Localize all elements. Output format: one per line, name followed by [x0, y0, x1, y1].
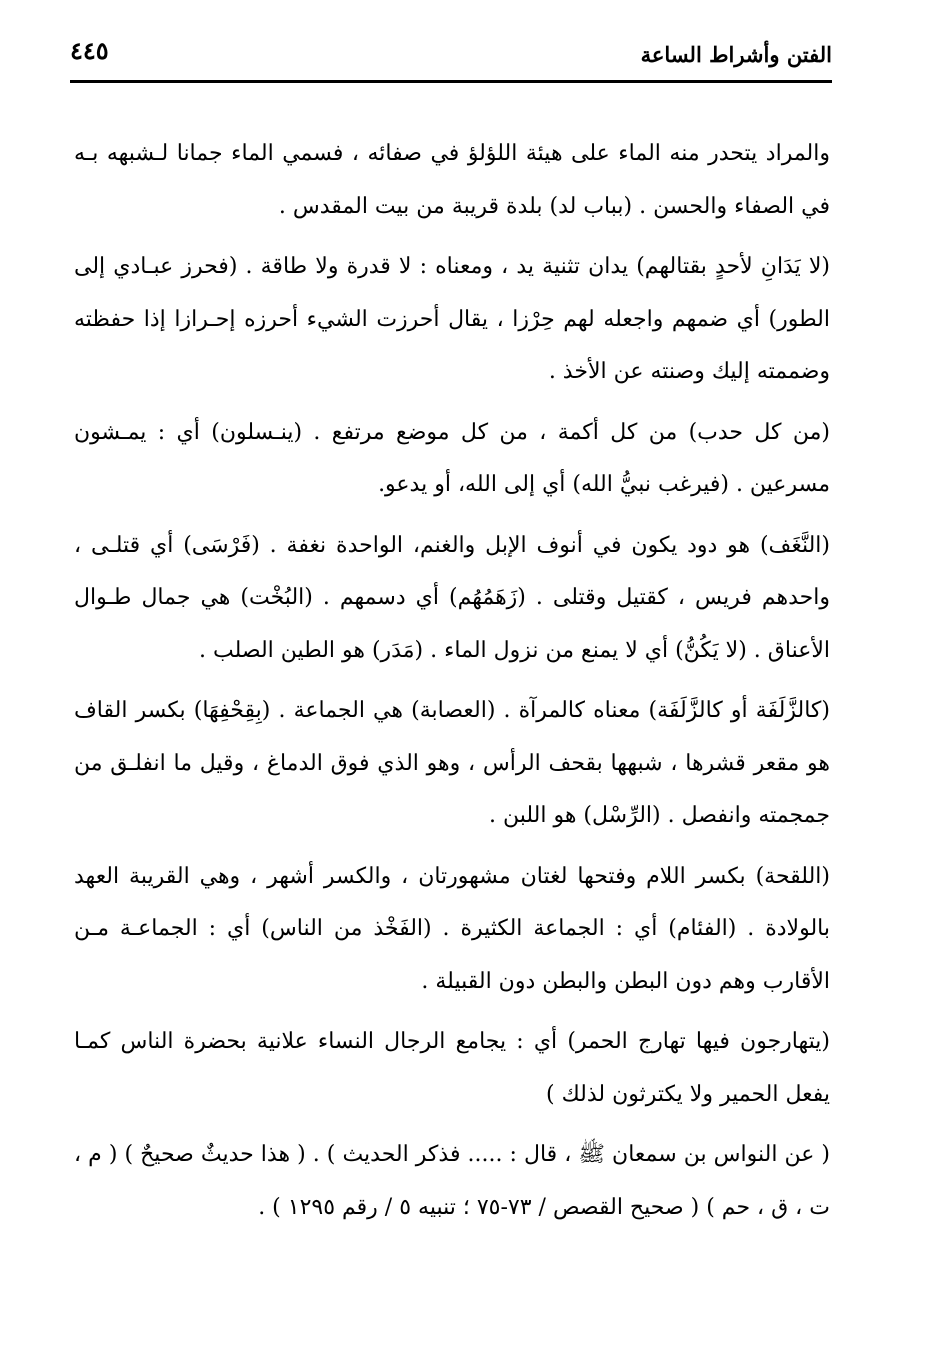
- paragraph-hadith-source: ( عن النواس بن سمعان ﷺ ، قال : ..... فذكر الحديث ) . ( هذا حديثٌ صحيحٌ ) ( م ، ت ، ق ، حم ) ( صحيح القصص / ٧٣-٧٥ ؛ تنبيه ٥ / رقم ١٢٩٥ ) .: [74, 1142, 830, 1220]
- paragraph-pearl-explanation: والمراد يتحدر منه الماء على هيئة اللؤلؤ في صفائه ، فسمي الماء جمانا لـشبهه بـه في الصفاء والحسن . (بباب لد) بلدة قريبة من بيت المقدس .: [74, 141, 830, 219]
- paragraph-mirror: (كالزَّلَفَة أو كالزَّلَفَة) معناه كالمرآة . (العصابة) هي الجماعة . (بِقِحْفِهَا) بكسر القاف هو مقعر قشرها ، شبهها بقحف الرأس ، وهو الذي فوق الدماغ ، وقيل ما انفلـق من جمجمته وانفصل . (الرِّسْل) هو اللبن .: [74, 698, 830, 828]
- page-number: ٤٤٥: [70, 36, 109, 65]
- paragraph-every-mound: (من كل حدب) من كل أكمة ، من كل موضع مرتفع . (ينـسلون) أي : يمـشون مسرعين . (فيرغب نبيُّ الله) أي إلى الله، أو يدعو.: [74, 419, 830, 497]
- paragraph-donkeys: (يتهارجون فيها تهارج الحمر) أي : يجامع الرجال النساء علانية بحضرة الناس كمـا يفعل الحمير ولا يكترثون لذلك ): [74, 1029, 830, 1107]
- running-header: [70, 32, 832, 74]
- header-rule: [70, 80, 832, 83]
- paragraph-no-power: (لا يَدَانِ لأحدٍ بقتالهم) يدان تثنية يد ، ومعناه : لا قدرة ولا طاقة . (فحرز عبـادي إلى الطور) أي ضمهم واجعله لهم حِرْزا ، يقال أحرزت الشيء أحرزه إحـرازا إذا حفظته وضممته إليك وصنته عن الأخذ .: [74, 254, 830, 384]
- chapter-title: الفتن وأشراط الساعة: [640, 42, 832, 67]
- paragraph-milch-camel: (اللقحة) بكسر اللام وفتحها لغتان مشهورتان ، والكسر أشهر ، وهي القريبة العهد بالولادة . (الفئام) أي : الجماعة الكثيرة . (الفَخْذ من الناس) أي : الجماعـة مـن الأقارب وهم دون البطن والبطن دون القبيلة .: [74, 863, 830, 994]
- paragraph-worms: (النَّغَف) هو دود يكون في أنوف الإبل والغنم، الواحدة نغفة . (فَرْسَى) أي قتلـى ، واحدهم فريس ، كقتيل وقتلى . (زَهَمُهُم) أي دسمهم . (البُخْت) هي جمال طـوال الأعناق . (لا يَكُنُّ) أي لا يمنع من نزول الماء . (مَدَر) هو الطين الصلب .: [74, 532, 830, 663]
- body-text: [74, 128, 830, 1242]
